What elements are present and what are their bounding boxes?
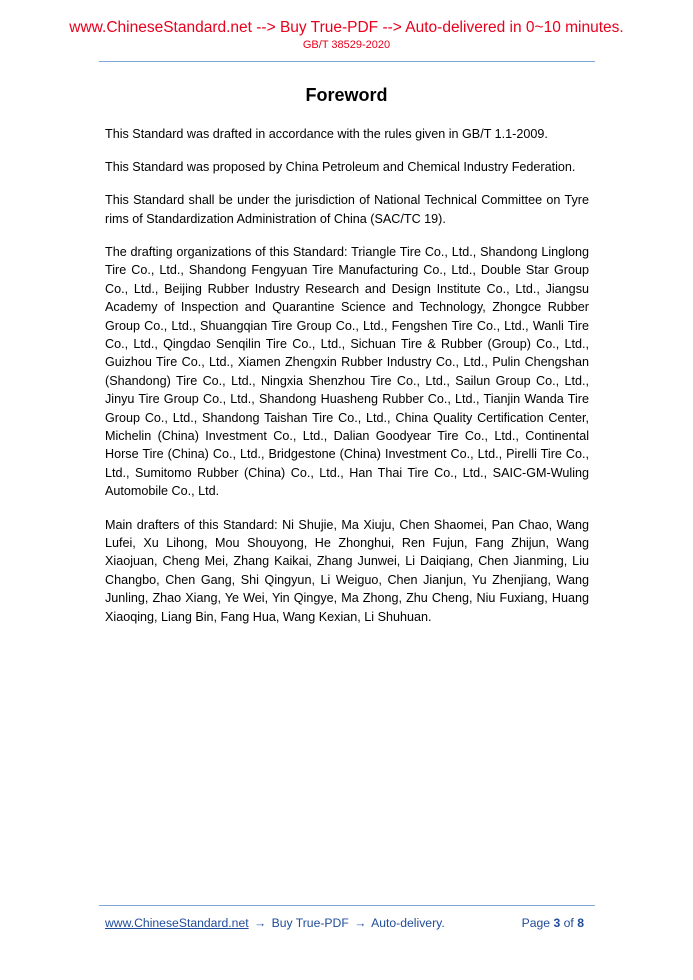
site-link[interactable]: www.ChineseStandard.net <box>105 916 249 930</box>
document-body <box>105 125 589 641</box>
of-label: of <box>563 916 574 930</box>
paragraph-drafting-organizations: The drafting organizations of this Standard: Triangle Tire Co., Ltd., Shandong Linglong Tire Co., Ltd., Shandong Fengyuan Tire Manufacturing Co., Ltd., Double Star Group Co., Ltd., Beijing Rubber Industry Research and Design Institute Co., Ltd., Jiangsu Academy of Inspection and Quarantine Science and Technology, Zhongce Rubber Group Co., Ltd., Shuangqian Tire Group Co., Ltd., Fengshen Tire Co., Ltd., Wanli Tire Co., Ltd., Qingdao Senqilin Tire Co., Ltd., Sichuan Tire & Rubber (Group) Co., Ltd., Guizhou Tire Co., Ltd., Xiamen Zhengxin Rubber Industry Co., Ltd., Pulin Chengshan (Shandong) Tire Co., Ltd., Ningxia Shenzhou Tire Co., Ltd., Sailun Group Co., Ltd., Jinyu Tire Group Co., Ltd., Shandong Huasheng Rubber Co., Ltd., Tianjin Wanda Tire Group Co., Ltd., Shandong Taishan Tire Co., Ltd., China Quality Certification Center, Michelin (China) Investment Co., Ltd., Dalian Goodyear Tire Co., Ltd., Continental Horse Tire (China) Co., Ltd., Bridgestone (China) Investment Co., Ltd., Pirelli Tire Co., Ltd., Sumitomo Rubber (China) Co., Ltd., Han Thai Tire Co., Ltd., SAIC-GM-Wuling Automobile Co., Ltd. <box>105 245 589 499</box>
header-divider <box>99 61 595 62</box>
header-banner[interactable]: www.ChineseStandard.net --> Buy True-PDF --> Auto-delivered in 0~10 minutes. <box>69 19 624 36</box>
page-footer <box>105 916 584 934</box>
footer-divider <box>99 905 595 906</box>
paragraph-proposed-by: This Standard was proposed by China Petroleum and Chemical Industry Federation. <box>105 160 576 175</box>
standard-code: GB/T 38529-2020 <box>302 39 391 51</box>
paragraph-drafting-rules: This Standard was drafted in accordance with the rules given in GB/T 1.1-2009. <box>105 127 548 141</box>
page-label: Page <box>521 916 551 930</box>
paragraph-main-drafters: Main drafters of this Standard: Ni Shujie, Ma Xiuju, Chen Shaomei, Pan Chao, Wang Lufei, Xu Lihong, Mou Shouyong, He Zhonghui, Ren Fujun, Fang Zhijun, Wang Xiaojuan, Cheng Mei, Zhang Kaikai, Zhang Junwei, Li Daiqiang, Chen Jianming, Liu Changbo, Chen Gang, Shi Qingyun, Li Weiguo, Chen Jianjun, Yu Zhenjiang, Wang Junling, Zhao Xiang, Ye Wei, Yin Qingye, Ma Zhong, Zhu Cheng, Niu Fuxiang, Huang Xiaoqing, Liang Bin, Fang Hua, Wang Kexian, Li Shuhuan. <box>105 517 589 624</box>
paragraph-jurisdiction: This Standard shall be under the jurisdiction of National Technical Committee on Tyre rims of Standardization Administration of China (SAC/TC 19). <box>105 193 589 226</box>
arrow-right-icon: → <box>354 916 367 930</box>
arrow-right-icon: → <box>254 916 267 930</box>
buy-true-pdf-text: Buy True-PDF <box>271 916 349 930</box>
page-indicator <box>522 916 584 930</box>
auto-delivery-text: Auto-delivery. <box>371 916 445 930</box>
page-title: Foreword <box>305 85 388 105</box>
page-total: 8 <box>577 916 584 930</box>
footer-links <box>105 916 445 930</box>
page-current: 3 <box>553 916 561 930</box>
